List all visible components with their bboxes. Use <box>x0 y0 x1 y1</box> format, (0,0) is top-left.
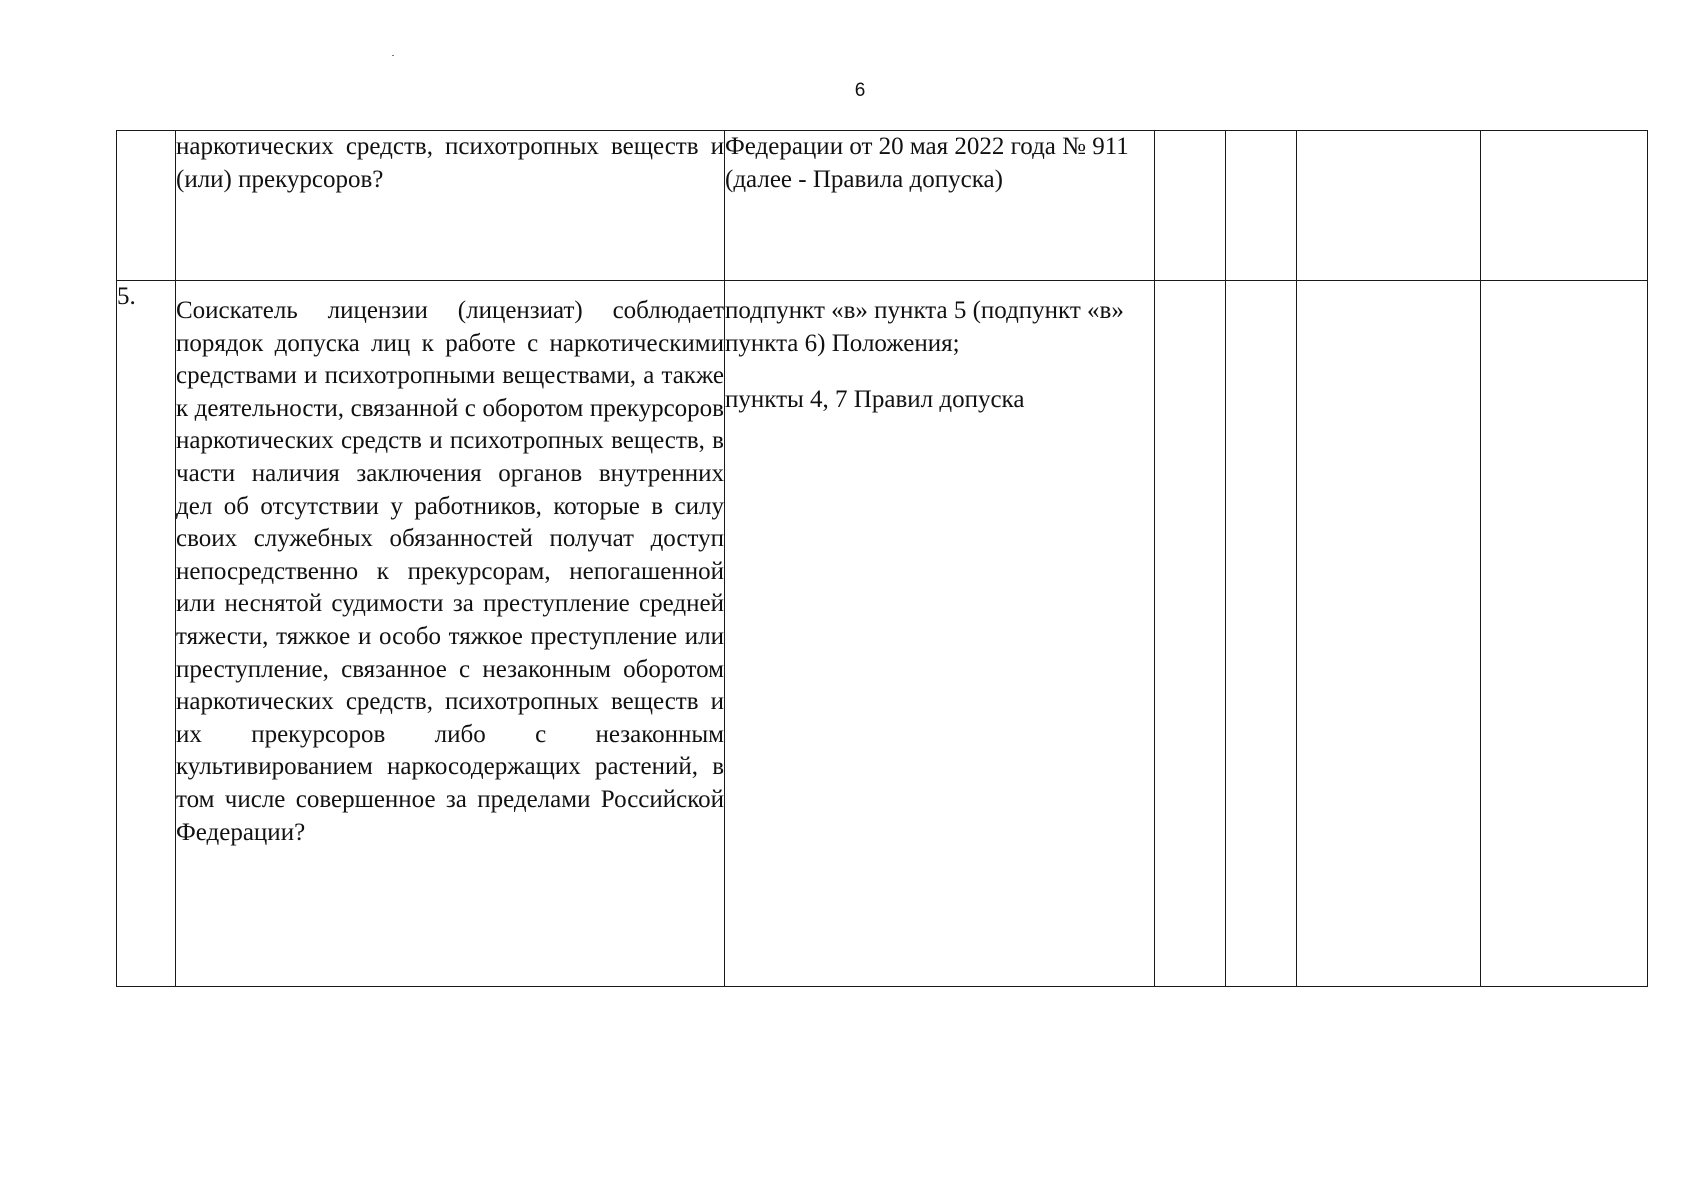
row-number <box>117 131 176 281</box>
legal-reference <box>725 131 1155 281</box>
checklist-table <box>116 130 1648 987</box>
row-number: 5. <box>117 281 176 987</box>
answer-cell-no <box>1226 281 1297 987</box>
reference-paragraph: пункты 4, 7 Правил допуска <box>725 386 1025 414</box>
requirement-question: Соискатель лицензии (лицензиат) соблюдает порядок допуска лиц к работе с наркотическими средствами и психотропными веществами, а также к деятельности, связанной с оборотом прекурсоров наркотических средств и психотропных веществ, в части наличия заключения органов внутренних дел об отсутствии у работников, которые в силу своих служебных обязанностей получат доступ непосредственно к прекурсорам, непогашенной или неснятой судимости за преступление средней тяжести, тяжкое и особо тяжкое преступление или преступление, связанное с незаконным оборотом наркотических средств, психотропных веществ и их прекурсоров либо с незаконным культивированием наркосодержащих растений, в том числе совершенное за пределами Российской Федерации? <box>176 281 725 987</box>
table-row <box>117 131 1648 281</box>
reference-paragraph: Федерации от 20 мая 2022 года № 911 (далее - Правила допуска) <box>725 133 1129 193</box>
legal-reference <box>725 281 1155 987</box>
notes-cell <box>1481 131 1648 281</box>
table-row <box>117 281 1648 987</box>
page-number: 6 <box>854 80 866 101</box>
answer-cell-yes <box>1155 131 1226 281</box>
requirement-question: наркотических средств, психотропных веществ и (или) прекурсоров? <box>176 131 725 281</box>
scan-speck <box>392 55 394 56</box>
reference-paragraph: подпункт «в» пункта 5 (подпункт «в» пункта 6) Положения; <box>725 297 1124 357</box>
answer-cell-not-applicable <box>1297 281 1481 987</box>
notes-cell <box>1481 281 1648 987</box>
answer-cell-yes <box>1155 281 1226 987</box>
answer-cell-no <box>1226 131 1297 281</box>
answer-cell-not-applicable <box>1297 131 1481 281</box>
